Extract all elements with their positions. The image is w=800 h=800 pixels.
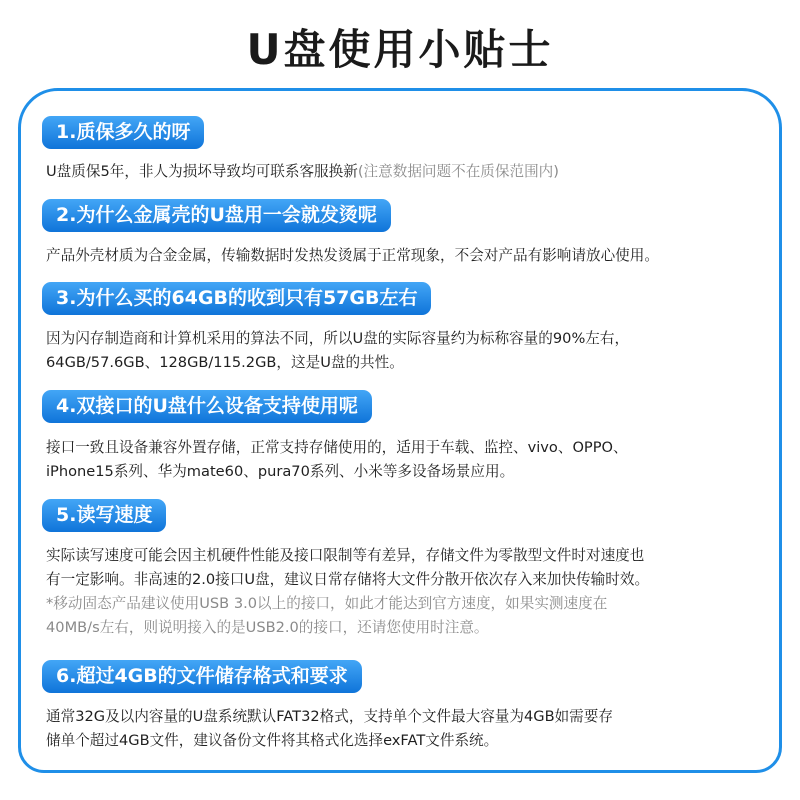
page-title: U盘使用小贴士: [246, 25, 554, 74]
section-1-line-1: U盘质保5年，非人为损坏导致均可联系客服换新: [46, 163, 358, 180]
section-2-heading: 2.为什么金属壳的U盘用一会就发烫呢: [42, 199, 391, 232]
section-6-line-2: 储单个超过4GB文件，建议备份文件将其格式化选择exFAT文件系统。: [46, 732, 499, 749]
section-2-body: [46, 244, 776, 268]
section-4-heading: 4.双接口的U盘什么设备支持使用呢: [42, 390, 372, 423]
section-5-heading: 5.读写速度: [42, 499, 166, 532]
section-3-heading: 3.为什么买的64GB的收到只有57GB左右: [42, 282, 431, 315]
section-5-line-1: 实际读写速度可能会因主机硬件性能及接口限制等有差异，存储文件为零散型文件时对速度也: [46, 547, 645, 564]
section-1-heading: 1.质保多久的呀: [42, 116, 204, 149]
section-1-note: (注意数据问题不在质保范围内): [357, 163, 559, 180]
section-3-line-1: 因为闪存制造商和计算机采用的算法不同，所以U盘的实际容量约为标称容量的90%左右，: [46, 330, 630, 347]
section-1-body: [46, 160, 776, 184]
section-4-line-2: iPhone15系列、华为mate60、pura70系列、小米等多设备场景应用。: [46, 463, 515, 480]
section-5-line-2: 有一定影响。非高速的2.0接口U盘，建议日常存储将大文件分散开依次存入来加快传输时效。: [46, 571, 650, 588]
section-3-body: [46, 327, 776, 375]
section-6-line-1: 通常32G及以内容量的U盘系统默认FAT32格式，支持单个文件最大容量为4GB如需要存: [46, 708, 613, 725]
section-6-body: [46, 705, 776, 753]
section-6-heading: 6.超过4GB的文件储存格式和要求: [42, 660, 362, 693]
section-3-line-2: 64GB/57.6GB、128GB/115.2GB，这是U盘的共性。: [46, 354, 404, 371]
section-4-line-1: 接口一致且设备兼容外置存储，正常支持存储使用的，适用于车载、监控、vivo、OPPO、: [46, 439, 628, 456]
section-4-body: [46, 436, 776, 484]
section-2-line-1: 产品外壳材质为合金金属，传输数据时发热发烫属于正常现象，不会对产品有影响请放心使用。: [46, 247, 659, 264]
section-5-note-line-2: 40MB/s左右，则说明接入的是USB2.0的接口，还请您使用时注意。: [46, 619, 489, 636]
section-5-note-line-1: *移动固态产品建议使用USB 3.0以上的接口，如此才能达到官方速度，如果实测速度在: [46, 595, 608, 612]
section-5-body: [46, 544, 776, 640]
